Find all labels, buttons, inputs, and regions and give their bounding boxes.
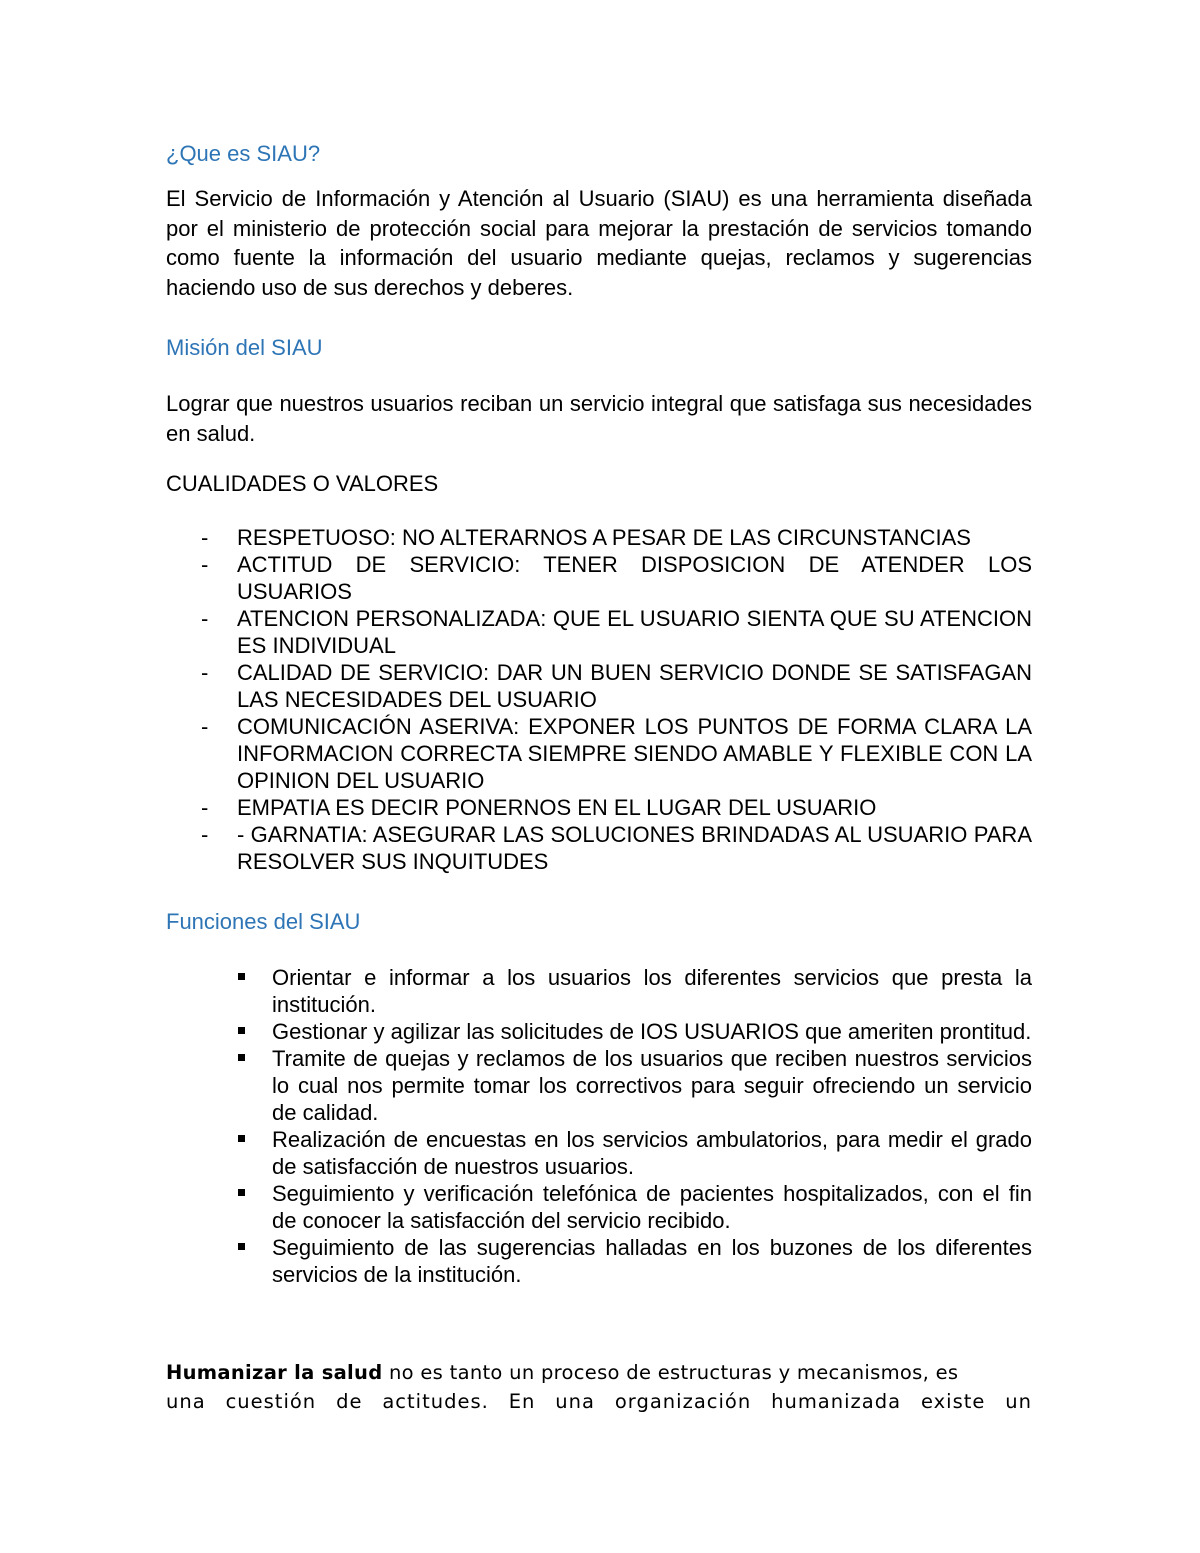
functions-list xyxy=(166,964,1032,1288)
list-item: Seguimiento de las sugerencias halladas en los buzones de los diferentes servicios de la institución. xyxy=(166,1234,1032,1288)
list-item: - ACTITUD DE SERVICIO: TENER DISPOSICION DE ATENDER LOS USUARIOS xyxy=(201,552,1032,604)
dash-marker: - xyxy=(201,606,209,631)
list-item: - CALIDAD DE SERVICIO: DAR UN BUEN SERVICIO DONDE SE SATISFAGAN LAS NECESIDADES DEL USUARIO xyxy=(201,660,1032,712)
heading-mision: Misión del SIAU xyxy=(166,335,323,360)
dash-marker: - xyxy=(201,714,209,739)
list-item: Orientar e informar a los usuarios los diferentes servicios que presta la institución. xyxy=(166,964,1032,1018)
heading-cualidades-valores: CUALIDADES O VALORES xyxy=(166,471,439,496)
square-bullet-icon xyxy=(238,1243,245,1250)
square-bullet-icon xyxy=(238,1189,245,1196)
dash-marker: - xyxy=(201,552,209,577)
list-item: Realización de encuestas en los servicios ambulatorios, para medir el grado de satisfacción de nuestros usuarios. xyxy=(166,1126,1032,1180)
dash-marker: - xyxy=(201,660,209,685)
list-item: Tramite de quejas y reclamos de los usuarios que reciben nuestros servicios lo cual nos permite tomar los correctivos para seguir ofreciendo un servicio de calidad. xyxy=(166,1045,1032,1126)
document-page xyxy=(166,0,1032,1553)
list-item: Seguimiento y verificación telefónica de pacientes hospitalizados, con el fin de conocer la satisfacción del servicio recibido. xyxy=(166,1180,1032,1234)
dash-marker: - xyxy=(201,822,209,847)
list-item: - COMUNICACIÓN ASERIVA: EXPONER LOS PUNTOS DE FORMA CLARA LA INFORMACION CORRECTA SIEMPRE SIENDO AMABLE Y FLEXIBLE CON LA OPINION DEL USUARIO xyxy=(201,714,1032,793)
list-item: - ATENCION PERSONALIZADA: QUE EL USUARIO SIENTA QUE SU ATENCION ES INDIVIDUAL xyxy=(201,606,1032,658)
bold-phrase: Humanizar la salud xyxy=(166,1361,383,1384)
dash-marker: - xyxy=(201,525,209,550)
square-bullet-icon xyxy=(238,973,245,980)
square-bullet-icon xyxy=(238,1027,245,1034)
list-item: - RESPETUOSO: NO ALTERARNOS A PESAR DE LAS CIRCUNSTANCIAS xyxy=(201,525,971,550)
square-bullet-icon xyxy=(238,1135,245,1142)
paragraph-que-es-siau: El Servicio de Información y Atención al Usuario (SIAU) es una herramienta diseñada por el ministerio de protección social para mejorar la prestación de servicios tomando como fuente la información del usuario mediante quejas, reclamos y sugerencias haciendo uso de sus derechos y deberes. xyxy=(166,186,1032,300)
list-item: - - GARNATIA: ASEGURAR LAS SOLUCIONES BRINDADAS AL USUARIO PARA RESOLVER SUS INQUITUDES xyxy=(201,822,1032,874)
heading-funciones: Funciones del SIAU xyxy=(166,909,361,934)
list-item: Gestionar y agilizar las solicitudes de IOS USUARIOS que ameriten prontitud. xyxy=(166,1018,1032,1045)
heading-que-es-siau: ¿Que es SIAU? xyxy=(166,141,321,166)
list-item: - EMPATIA ES DECIR PONERNOS EN EL LUGAR DEL USUARIO xyxy=(201,795,877,820)
dash-marker: - xyxy=(201,795,209,820)
square-bullet-icon xyxy=(238,1054,245,1061)
values-list xyxy=(166,524,1032,875)
paragraph-mision: Lograr que nuestros usuarios reciban un servicio integral que satisfaga sus necesidades en salud. xyxy=(166,391,1032,446)
paragraph-humanizar: Humanizar la salud no es tanto un proceso de estructuras y mecanismos, es una cuestión de actitudes. En una organización humanizada existe un xyxy=(166,1361,1032,1413)
